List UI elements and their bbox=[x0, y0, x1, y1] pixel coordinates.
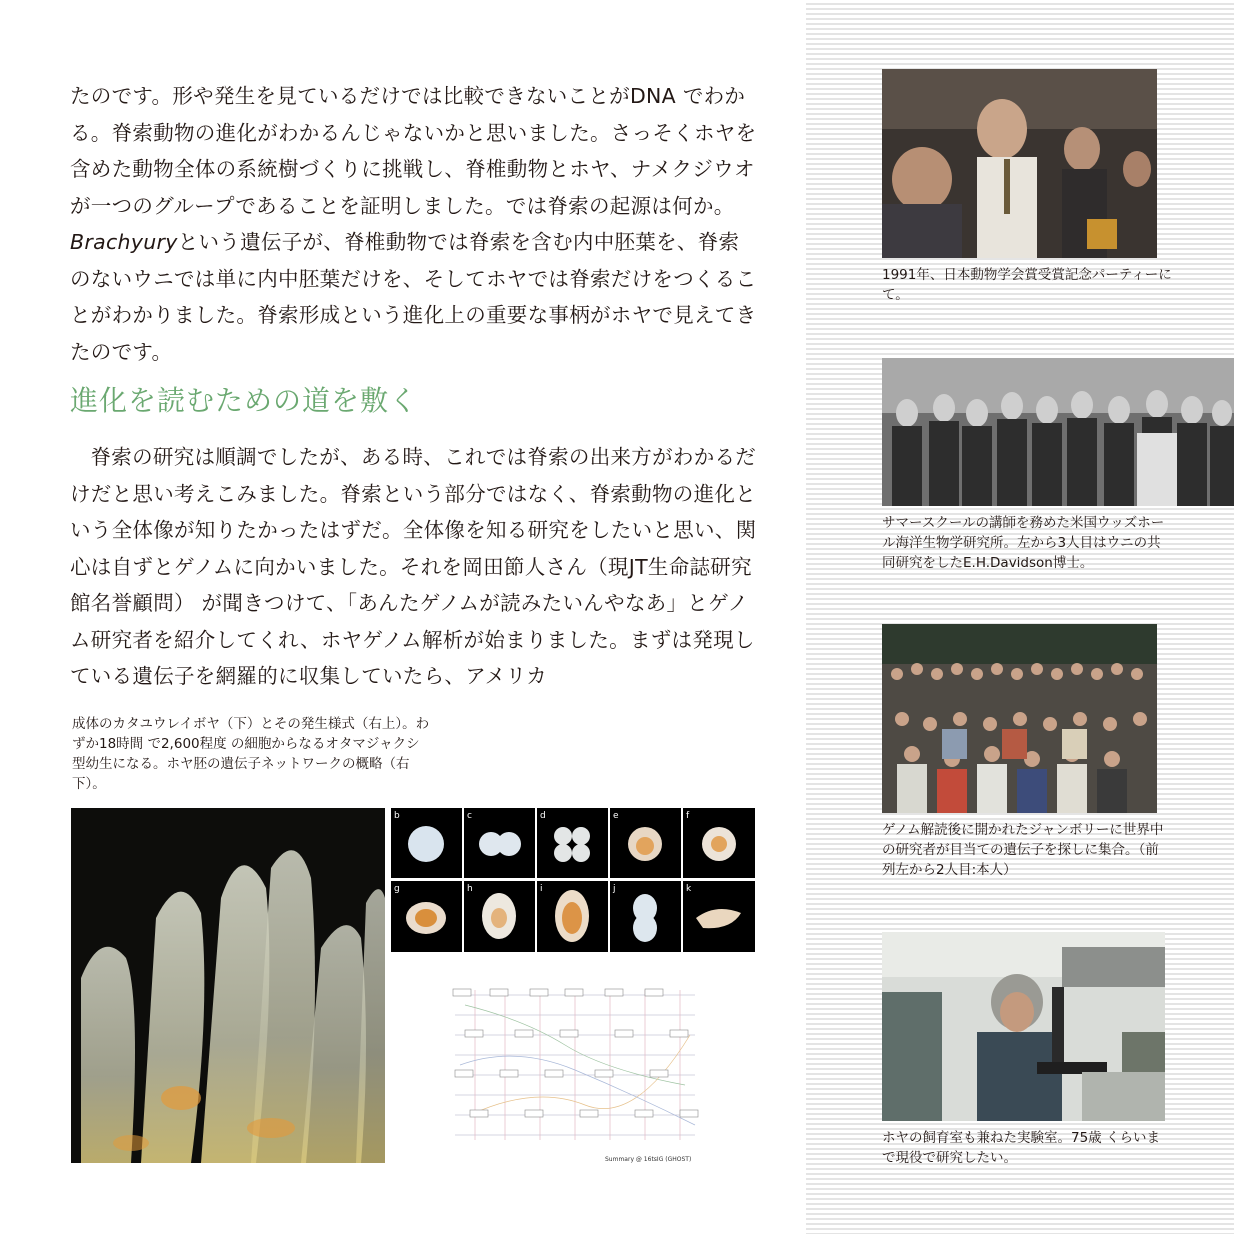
jamboree-group-photo bbox=[882, 624, 1157, 813]
adult-ascidian-photo bbox=[71, 808, 385, 1163]
embryo-label-j: j bbox=[613, 884, 616, 894]
embryo-label-g: g bbox=[394, 884, 400, 894]
embryo-label-d: d bbox=[540, 811, 546, 821]
ascidian-caption: 成体のカタユウレイボヤ（下）とその発生様式（右上）。わずか18時間 で2,600程度 の細胞からなるオタマジャクシ型幼生になる。ホヤ胚の遺伝子ネットワークの概略（右下）。 bbox=[72, 716, 430, 792]
embryo-label-c: c bbox=[467, 811, 472, 821]
woods-hole-group-photo bbox=[882, 358, 1234, 506]
embryo-label-b: b bbox=[394, 811, 400, 821]
embryo-development-grid bbox=[391, 808, 755, 952]
body-paragraph-1 bbox=[70, 78, 760, 370]
body-paragraph-2: 脊索の研究は順調でしたが、ある時、これでは脊索の出来方がわかるだけだと思い考えこみました。脊索という部分ではなく、脊索動物の進化という全体像が知りたかったはずだ。全体像を知る研究をしたいと思い、関心は自ずとゲノムに向かいました。それを岡田節人さん（現JT生命誌研究館名誉顧問） が聞きつけて、「あんたゲノムが読みたいんやなあ」とゲノム研究者を紹介してくれ、ホヤゲノム解析が始まりました。まずは発現している遺伝子を網羅的に収集していたら、アメリカ bbox=[70, 445, 757, 688]
embryo-label-f: f bbox=[686, 811, 690, 821]
embryo-label-e: e bbox=[613, 811, 619, 821]
network-footer-label: Summary @ 16tsIG (GHOST) bbox=[605, 1156, 692, 1163]
laboratory-photo bbox=[882, 932, 1165, 1121]
embryo-label-i: i bbox=[540, 884, 543, 894]
gene-network-diagram bbox=[445, 975, 705, 1165]
party-photo-1991 bbox=[882, 69, 1157, 258]
sidebar-caption-2: サマースクールの講師を務めた米国ウッズホール海洋生物学研究所。左から3人目はウニの共同研究をしたE.H.Davidson博士。 bbox=[882, 515, 1165, 571]
sidebar-caption-3: ゲノム解読後に開かれたジャンボリーに世界中の研究者が目当ての遺伝子を探しに集合。（前列左から2人目:本人） bbox=[882, 822, 1164, 878]
gene-name-italic: Brachyury bbox=[70, 230, 178, 254]
sidebar-caption-4: ホヤの飼育室も兼ねた実験室。75歳 くらいまで現役で研究したい。 bbox=[882, 1130, 1160, 1166]
embryo-label-k: k bbox=[686, 884, 692, 894]
paragraph-1-rest: という遺伝子が、脊椎動物では脊索を含む内中胚葉を、脊索のないウニでは単に内中胚葉だけを、そしてホヤでは脊索だけをつくることがわかりました。脊索形成という進化上の重要な事柄がホヤで見えてきたのです。 bbox=[70, 230, 757, 364]
embryo-label-h: h bbox=[467, 884, 473, 894]
sidebar-caption-1: 1991年、日本動物学会賞受賞記念パーティーにて。 bbox=[882, 267, 1172, 303]
section-heading: 進化を読むための道を敷く bbox=[70, 384, 419, 417]
paragraph-1-text: たのです。形や発生を見ているだけでは比較できないことがDNA でわかる。脊索動物の進化がわかるんじゃないかと思いました。さっそくホヤを含めた動物全体の系統樹づくりに挑戦し、脊椎動物とホヤ、ナメクジウオが一つのグループであることを証明しました。では脊索の起源は何か。 bbox=[70, 84, 757, 218]
